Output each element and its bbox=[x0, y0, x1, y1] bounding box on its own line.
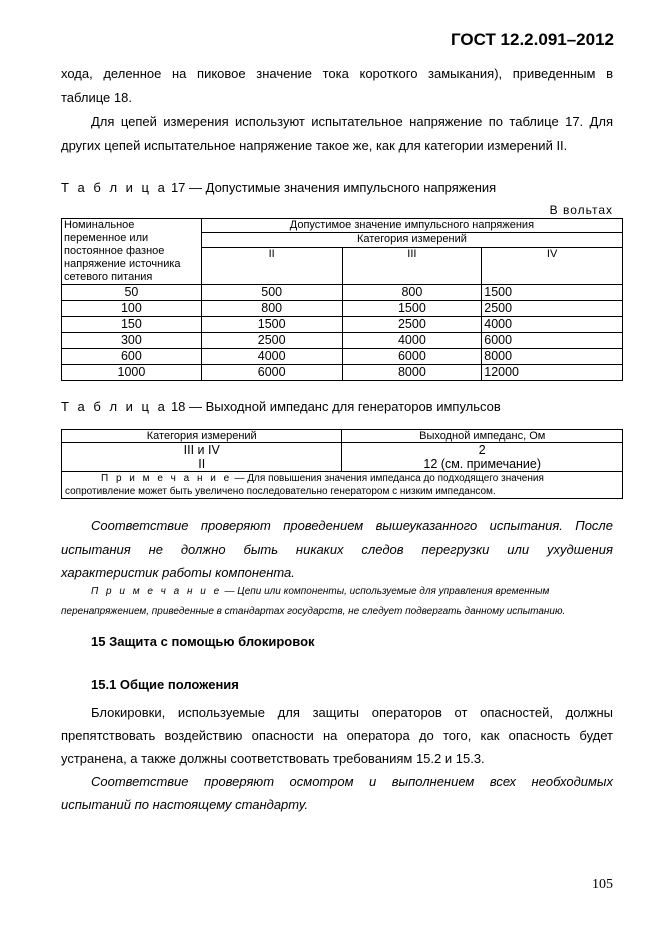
table17-cell: 500 bbox=[201, 285, 342, 301]
intro-line2: таблице 18. bbox=[61, 90, 132, 105]
note2-line2: перенапряжением, приведенные в стандартах государств, не следует подвергать данному испытанию. bbox=[61, 606, 566, 617]
table-row bbox=[62, 443, 623, 472]
table17-cell: 800 bbox=[342, 285, 482, 301]
table18-caption-label: Т а б л и ц а bbox=[61, 399, 168, 414]
table18-caption bbox=[61, 399, 501, 414]
note2 bbox=[91, 582, 613, 602]
section15-heading: 15 Защита с помощью блокировок bbox=[91, 634, 315, 649]
table18 bbox=[61, 429, 623, 499]
section151-line2: препятствовать воздействию опасности на оператора до того, как опасность будет bbox=[61, 728, 613, 743]
table18-header-impedance: Выходной импеданс, Ом bbox=[342, 430, 623, 443]
table17-caption-label: Т а б л и ц а bbox=[61, 180, 168, 195]
section151-line4: Соответствие проверяют осмотром и выполнением всех необходимых bbox=[91, 774, 613, 789]
table17-category-header: II bbox=[201, 247, 342, 284]
table18-cell bbox=[342, 443, 623, 472]
table18-note-label: П р и м е ч а н и е bbox=[101, 473, 232, 484]
table-row bbox=[62, 365, 623, 381]
section151-heading: 15.1 Общие положения bbox=[91, 677, 239, 692]
intro-line1: хода, деленное на пиковое значение тока короткого замыкания), приведенным в bbox=[61, 66, 613, 81]
table18-impedance-value: 2 bbox=[478, 443, 486, 457]
table-row bbox=[62, 349, 623, 365]
table17-unit: В вольтах bbox=[549, 203, 613, 217]
table17-subgroup-header: Категория измерений bbox=[201, 233, 622, 247]
table17-cell: 1500 bbox=[482, 285, 623, 301]
table17-cell: 800 bbox=[201, 301, 342, 317]
compliance1-line1: Соответствие проверяют проведением вышеуказанного испытания. После bbox=[91, 518, 613, 533]
table17-caption bbox=[61, 180, 496, 195]
page-number: 105 bbox=[592, 877, 613, 892]
table18-note-line1: — Для повышения значения импеданса до подходящего значения bbox=[234, 473, 544, 484]
table18-category-value: II bbox=[198, 457, 206, 471]
compliance1-line3: характеристик работы компонента. bbox=[61, 565, 295, 580]
note2-label: П р и м е ч а н и е bbox=[91, 586, 222, 597]
table18-cell bbox=[62, 443, 342, 472]
table17-category-header: III bbox=[342, 247, 482, 284]
table17-cell: 1000 bbox=[62, 365, 202, 381]
table17-category-header: IV bbox=[482, 247, 623, 284]
table17-caption-text: 17 — Допустимые значения импульсного напряжения bbox=[170, 180, 497, 195]
table17-cell: 6000 bbox=[342, 349, 482, 365]
table17 bbox=[61, 218, 623, 381]
table17-cell: 1500 bbox=[342, 301, 482, 317]
table17-cell: 6000 bbox=[201, 365, 342, 381]
table-row bbox=[62, 285, 623, 301]
table17-cell: 300 bbox=[62, 333, 202, 349]
table17-cell: 100 bbox=[62, 301, 202, 317]
table17-cell: 1500 bbox=[201, 317, 342, 333]
table17-cell: 4000 bbox=[482, 317, 623, 333]
table17-col1-header: Номинальное переменное или постоянное фазное напряжение источника сетевого питания bbox=[62, 219, 202, 285]
table17-cell: 4000 bbox=[201, 349, 342, 365]
table17-cell: 2500 bbox=[342, 317, 482, 333]
table18-category-value: III и IV bbox=[183, 443, 220, 457]
table17-cell: 6000 bbox=[482, 333, 623, 349]
table17-cell: 4000 bbox=[342, 333, 482, 349]
table18-header-category: Категория измерений bbox=[62, 430, 342, 443]
intro-para2-line1: Для цепей измерения используют испытательное напряжение по таблице 17. Для bbox=[91, 114, 613, 129]
section151-line1: Блокировки, используемые для защиты операторов от опасностей, должны bbox=[91, 705, 613, 720]
table17-cell: 8000 bbox=[342, 365, 482, 381]
table17-group-header: Допустимое значение импульсного напряжения bbox=[201, 219, 622, 233]
table-row bbox=[62, 317, 623, 333]
intro-para2-line2: других цепей испытательное напряжение такое же, как для категории измерений II. bbox=[61, 138, 568, 153]
table17-cell: 50 bbox=[62, 285, 202, 301]
table18-note-line2: сопротивление может быть увеличено последовательно генератором с низким импедансом. bbox=[65, 486, 496, 497]
table17-cell: 600 bbox=[62, 349, 202, 365]
section151-line5: испытаний по настоящему стандарту. bbox=[61, 797, 309, 812]
standard-header: ГОСТ 12.2.091–2012 bbox=[450, 30, 614, 49]
table18-caption-text: 18 — Выходной импеданс для генераторов импульсов bbox=[170, 399, 501, 414]
table17-cell: 8000 bbox=[482, 349, 623, 365]
table18-note bbox=[62, 472, 623, 499]
table-row bbox=[62, 301, 623, 317]
table17-cell: 2500 bbox=[201, 333, 342, 349]
table18-impedance-value: 12 (см. примечание) bbox=[423, 457, 542, 471]
note2-line1: — Цепи или компоненты, используемые для управления временным bbox=[224, 586, 550, 597]
table17-cell: 150 bbox=[62, 317, 202, 333]
table17-cell: 2500 bbox=[482, 301, 623, 317]
table17-cell: 12000 bbox=[482, 365, 623, 381]
section151-line3: устранена, а также должны соответствовать требованиям 15.2 и 15.3. bbox=[61, 751, 485, 766]
table-row bbox=[62, 333, 623, 349]
compliance1-line2: испытания не должно быть никаких следов перегрузки или ухудшения bbox=[61, 542, 613, 557]
